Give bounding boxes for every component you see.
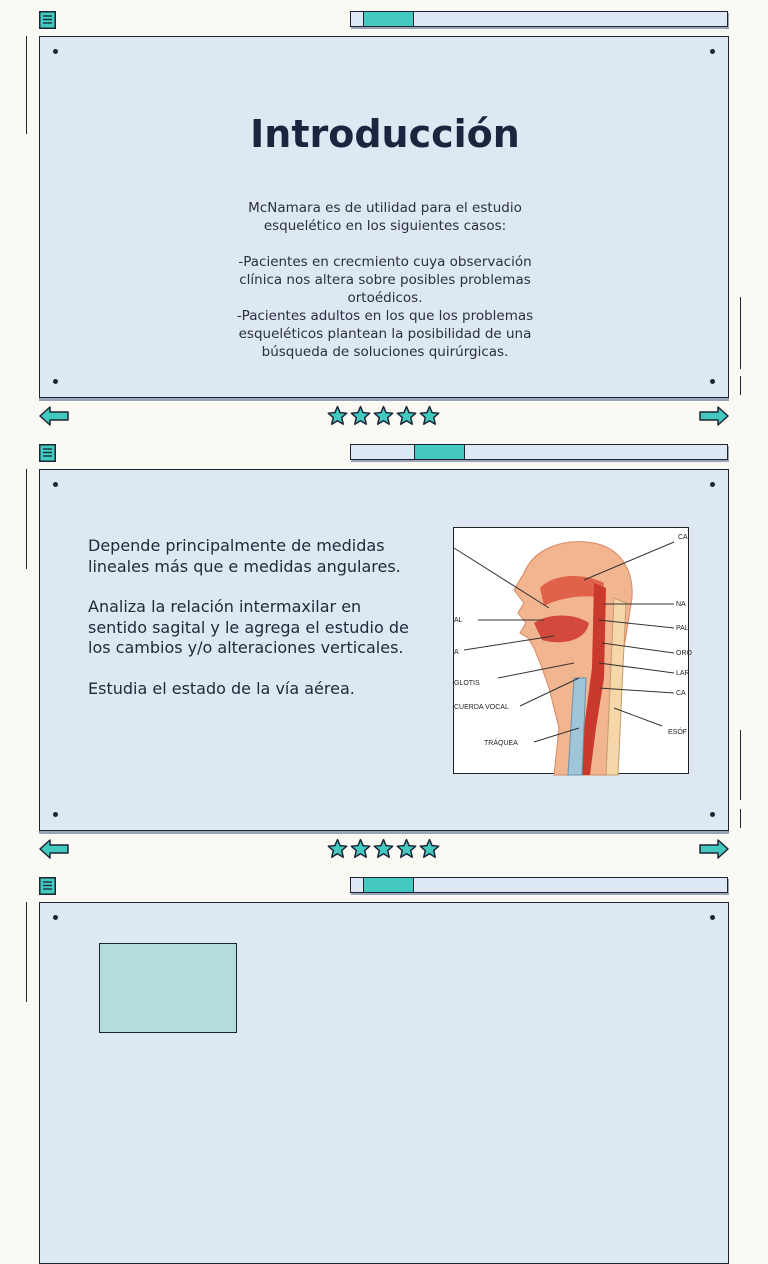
slide-body <box>88 536 418 719</box>
figure-label: ESÓF <box>668 729 688 736</box>
edge-line-right-short <box>740 376 741 395</box>
slide-2 <box>0 433 768 866</box>
corner-dot <box>710 49 715 54</box>
corner-dot <box>710 379 715 384</box>
edge-line-left <box>26 469 27 569</box>
edge-line-right <box>740 297 741 369</box>
progress-bar <box>350 877 728 893</box>
figure-label: TRÁQUEA <box>484 740 518 747</box>
document-icon[interactable] <box>39 877 56 895</box>
document-icon[interactable] <box>39 11 56 29</box>
figure-label: PAL <box>676 625 689 632</box>
spacer <box>220 235 550 253</box>
corner-dot <box>710 915 715 920</box>
star-icon[interactable] <box>419 838 440 859</box>
slide-body <box>220 199 550 361</box>
star-icon[interactable] <box>419 405 440 426</box>
body-paragraph: Analiza la relación intermaxilar en sentido sagital y le agrega el estudio de los cambios y/o alteraciones verticales. <box>88 597 409 657</box>
star-rating <box>327 405 441 427</box>
body-paragraph: Depende principalmente de medidas lineales más que e medidas angulares. <box>88 536 401 576</box>
progress-fill <box>414 445 465 459</box>
anatomy-figure <box>453 527 692 774</box>
anatomy-illustration <box>454 528 690 775</box>
progress-fill <box>363 878 414 892</box>
figure-label: CA <box>678 534 688 541</box>
body-paragraph: -Pacientes adultos en los que los problemas esqueléticos plantean la posibilidad de una búsqueda de soluciones quirúrgicas. <box>236 308 534 360</box>
star-icon[interactable] <box>350 838 371 859</box>
figure-label: CA <box>676 690 686 697</box>
star-icon[interactable] <box>373 838 394 859</box>
edge-line-left <box>26 36 27 134</box>
figure-label: ORO <box>676 650 692 657</box>
star-icon[interactable] <box>350 405 371 426</box>
figure-label: AL <box>454 617 463 624</box>
image-placeholder <box>99 943 237 1033</box>
progress-bar <box>350 11 728 27</box>
star-icon[interactable] <box>396 405 417 426</box>
corner-dot <box>710 812 715 817</box>
star-rating <box>327 838 441 860</box>
star-icon[interactable] <box>373 405 394 426</box>
body-paragraph: McNamara es de utilidad para el estudio esquelético en los siguientes casos: <box>248 200 522 234</box>
slide-card <box>39 902 729 1264</box>
corner-dot <box>53 482 58 487</box>
progress-bar <box>350 444 728 460</box>
figure-label: LAR <box>676 670 690 677</box>
edge-line-right-short <box>740 809 741 828</box>
figure-label: NA <box>676 601 686 608</box>
slide-title: Introducción <box>250 112 520 156</box>
body-paragraph: -Pacientes en crecmiento cuya observación clínica nos altera sobre posibles problemas ortoédicos. <box>238 254 532 306</box>
star-icon[interactable] <box>327 838 348 859</box>
slide-3 <box>0 866 768 1024</box>
arrow-right-icon[interactable] <box>698 405 730 427</box>
arrow-left-icon[interactable] <box>38 838 70 860</box>
slide-card <box>39 469 729 831</box>
edge-line-left <box>26 902 27 1002</box>
corner-dot <box>53 49 58 54</box>
corner-dot <box>53 812 58 817</box>
document-icon[interactable] <box>39 444 56 462</box>
arrow-right-icon[interactable] <box>698 838 730 860</box>
body-paragraph: Estudia el estado de la vía aérea. <box>88 678 355 698</box>
star-icon[interactable] <box>327 405 348 426</box>
corner-dot <box>53 379 58 384</box>
figure-label: CUERDA VOCAL <box>454 704 509 711</box>
progress-fill <box>363 12 414 26</box>
arrow-left-icon[interactable] <box>38 405 70 427</box>
slide-card <box>39 36 729 398</box>
corner-dot <box>710 482 715 487</box>
figure-label: A <box>454 649 459 656</box>
corner-dot <box>53 915 58 920</box>
edge-line-right <box>740 730 741 800</box>
star-icon[interactable] <box>396 838 417 859</box>
slide-1 <box>0 0 768 433</box>
figure-label: GLOTIS <box>454 680 480 687</box>
